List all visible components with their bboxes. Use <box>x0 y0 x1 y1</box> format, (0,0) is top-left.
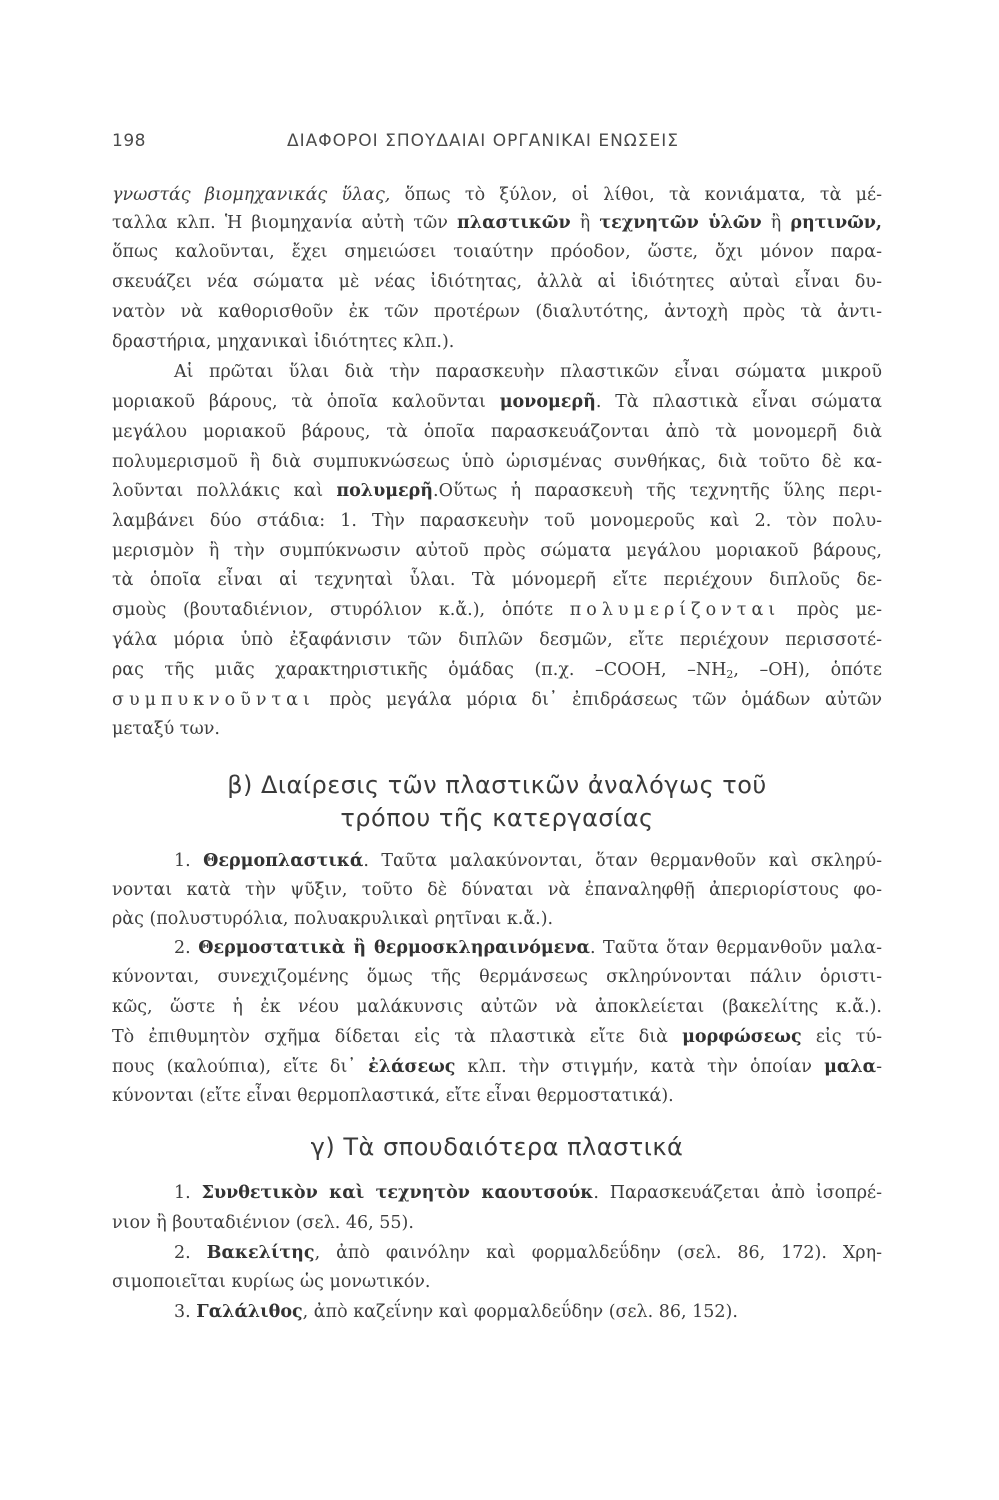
text-line <box>112 934 882 962</box>
text-span: ὅπως τὸ ξύλον, οἱ λίθοι, τὰ κονιάματα, τὰ μέ- <box>390 185 882 205</box>
text-span: . Τὰ πλαστικὰ εἶναι σώματα <box>595 392 883 412</box>
text-span: εἰς τύ- <box>801 1027 882 1047</box>
bold-term: τεχνητῶν ὑλῶν <box>599 213 762 233</box>
bold-term: Βακελίτης <box>206 1243 315 1263</box>
italic-phrase: γνωστάς βιομηχανικάς ὕλας, <box>112 185 391 205</box>
spaced-term: πολυμερίζονται <box>569 600 781 620</box>
text-span: - <box>876 1057 882 1077</box>
bold-term: μορφώσεως <box>682 1027 802 1047</box>
text-line: σιμοποιεῖται κυρίως ὡς μονωτικόν. <box>112 1272 431 1292</box>
item-number: 2. <box>174 1243 191 1263</box>
text-span: ταλλα κλπ. Ἡ βιομηχανία αὐτὴ τῶν <box>112 213 457 233</box>
item-number: 1. <box>174 1183 191 1203</box>
text-span: λοῦνται πολλάκις καὶ <box>112 481 337 501</box>
text-line: ὅπως καλοῦνται, ἔχει σημειώσει τοιαύτην πρόοδον, ὥστε, ὄχι μόνον παρα- <box>112 242 882 262</box>
bold-term: μονομερῆ <box>499 392 596 412</box>
text-span: ἢ <box>570 213 600 233</box>
text-line: νονται κατὰ τὴν ψῦξιν, τοῦτο δὲ δύναται νὰ ἐπαναληφθῇ ἀπεριορίστους φο- <box>112 880 882 900</box>
text-line: σκευάζει νέα σώματα μὲ νέας ἰδιότητας, ἀλλὰ αἱ ἰδιότητες αὐταὶ εἶναι δυ- <box>112 272 882 292</box>
bold-term: ἐλάσεως <box>368 1057 456 1077</box>
text-line <box>112 477 882 505</box>
bold-term: Θερμοπλαστικά <box>203 851 364 871</box>
text-line: μεταξύ των. <box>112 719 220 739</box>
text-line: Αἱ πρῶται ὕλαι διὰ τὴν παρασκευὴν πλαστικῶν εἶναι σώματα μικροῦ <box>174 362 882 382</box>
page-number: 198 <box>112 131 146 151</box>
text-span: Τὸ ἐπιθυμητὸν σχῆμα δίδεται εἰς τὰ πλαστικὰ εἴτε διὰ <box>112 1027 683 1047</box>
bold-term: ρητινῶν, <box>790 213 882 233</box>
bold-term: Θερμοστατικὰ ἢ θερμοσκληραινόμενα <box>198 938 590 958</box>
text-line <box>112 1239 882 1267</box>
text-line <box>112 181 882 209</box>
text-span: κλπ. τὴν στιγμήν, κατὰ τὴν ὁποίαν <box>455 1057 825 1077</box>
bold-term: Γαλάλιθος <box>196 1302 303 1322</box>
section-heading: β) Διαίρεσις τῶν πλαστικῶν ἀναλόγως τοῦ <box>227 771 767 799</box>
text-line <box>112 388 882 416</box>
section-heading: γ) Τὰ σπουδαιότερα πλαστικά <box>310 1133 684 1161</box>
text-span: , ἀπὸ καζεΐνην καὶ φορμαλδεΰδην (σελ. 86, 152). <box>302 1302 738 1322</box>
text-line: μερισμὸν ἢ τὴν συμπύκνωσιν αὐτοῦ πρὸς σώματα μεγάλου μοριακοῦ βάρους, <box>112 541 882 561</box>
text-span: πρὸς μεγάλα μόρια δι᾿ ἐπιδράσεως τῶν ὁμάδων αὐτῶν <box>314 690 882 710</box>
spaced-term: συμπυκνοῦνται <box>112 690 315 710</box>
bold-term: πολυμερῆ <box>336 481 434 501</box>
text-line: ρὰς (πολυστυρόλια, πολυακρυλικαὶ ρητῖναι κ.ἄ.). <box>112 909 554 929</box>
item-number: 3. <box>174 1302 191 1322</box>
text-line: δραστήρια, μηχανικαὶ ἰδιότητες κλπ.). <box>112 332 455 352</box>
text-span: σμοὺς (βουταδιένιον, στυρόλιον κ.ἄ.), ὁπότε <box>112 600 570 620</box>
text-line <box>112 656 882 684</box>
text-span: ἢ <box>761 213 791 233</box>
text-span: πους (καλούπια), εἴτε δι᾿ <box>112 1057 369 1077</box>
text-line <box>112 686 882 714</box>
text-line <box>112 1053 882 1081</box>
text-line <box>112 596 882 624</box>
text-line <box>112 209 882 237</box>
text-span: , –OH), ὁπότε <box>733 660 882 680</box>
text-line: κύνονται, συνεχιζομένης ὅμως τῆς θερμάνσεως σκληρύνονται πάλιν ὁριστι- <box>112 967 882 987</box>
text-line: τὰ ὁποῖα εἶναι αἱ τεχνηταὶ ὗλαι. Τὰ μόνομερῆ εἴτε περιέχουν διπλοῦς δε- <box>112 570 882 590</box>
bold-term: Συνθετικὸν καὶ τεχνητὸν καουτσούκ <box>201 1183 594 1203</box>
bold-term: πλαστικῶν <box>457 213 571 233</box>
text-line: νατὸν νὰ καθορισθοῦν ἐκ τῶν προτέρων (διαλυτότης, ἀντοχὴ πρὸς τὰ ἀντι- <box>112 302 882 322</box>
subscript: 2 <box>726 668 734 681</box>
text-span: πρὸς με- <box>780 600 882 620</box>
text-span: . Ταῦτα μαλακύνονται, ὅταν θερμανθοῦν καὶ σκληρύ- <box>363 851 882 871</box>
text-line <box>112 847 882 875</box>
text-line <box>112 1179 882 1207</box>
text-line <box>112 1023 882 1051</box>
text-line: κῶς, ὥστε ἡ ἐκ νέου μαλάκυνσις αὐτῶν νὰ ἀποκλείεται (βακελίτης κ.ἄ.). <box>112 997 882 1017</box>
text-line: νιον ἢ βουταδιένιον (σελ. 46, 55). <box>112 1213 414 1233</box>
text-line <box>112 1298 882 1326</box>
text-span: . Παρασκευάζεται ἀπὸ ἰσοπρέ- <box>593 1183 882 1203</box>
text-span: . Ταῦτα ὅταν θερμανθοῦν μαλα- <box>589 938 882 958</box>
item-number: 1. <box>174 851 191 871</box>
text-line: πολυμερισμοῦ ἢ διὰ συμπυκνώσεως ὑπὸ ὡρισμένας συνθήκας, διὰ τοῦτο δὲ κα- <box>112 452 882 472</box>
text-span: .Οὕτως ἡ παρασκευὴ τῆς τεχνητῆς ὕλης περι- <box>433 481 882 501</box>
running-head <box>112 131 882 157</box>
section-heading: τρόπου τῆς κατεργασίας <box>340 804 654 832</box>
text-span: ρας τῆς μιᾶς χαρακτηριστικῆς ὁμάδας (π.χ. –COOH, –NH <box>112 660 727 680</box>
text-span: μοριακοῦ βάρους, τὰ ὁποῖα καλοῦνται <box>112 392 500 412</box>
text-line: λαμβάνει δύο στάδια: 1. Τὴν παρασκευὴν τοῦ μονομεροῦς καὶ 2. τὸν πολυ- <box>112 511 882 531</box>
text-line: κύνονται (εἴτε εἶναι θερμοπλαστικά, εἴτε εἶναι θερμοστατικά). <box>112 1086 674 1106</box>
item-number: 2. <box>174 938 191 958</box>
text-line: γάλα μόρια ὑπὸ ἐξαφάνισιν τῶν διπλῶν δεσμῶν, εἴτε περιέχουν περισσοτέ- <box>112 630 882 650</box>
chapter-title: ΔΙΑΦΟΡΟΙ ΣΠΟΥΔΑΙΑΙ ΟΡΓΑΝΙΚΑΙ ΕΝΩΣΕΙΣ <box>287 131 680 151</box>
text-span: , ἀπὸ φαινόλην καὶ φορμαλδεΰδην (σελ. 86, 172). Χρη- <box>314 1243 882 1263</box>
text-line: μεγάλου μοριακοῦ βάρους, τὰ ὁποῖα παρασκευάζονται ἀπὸ τὰ μονομερῆ διὰ <box>112 422 882 442</box>
bold-term: μαλα <box>824 1057 877 1077</box>
